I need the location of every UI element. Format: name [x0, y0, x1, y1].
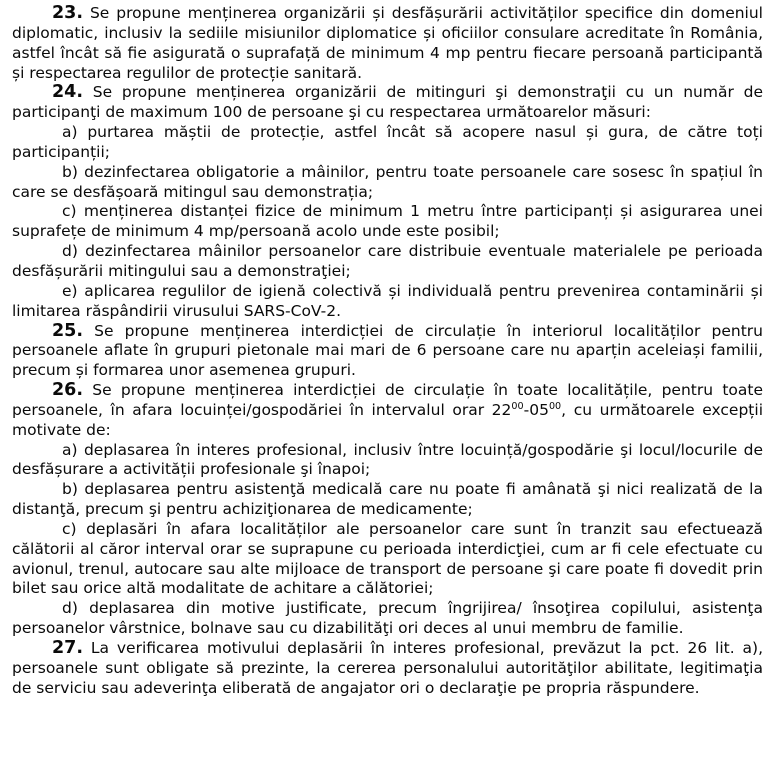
- item-26-d-text: deplasarea din motive justificate, precum îngrijirea/ însoţirea copilului, asistenţa persoanelor vârstnice, bolnave sau cu dizabilităţi ori deces al unui membru de familie.: [12, 599, 763, 638]
- paragraph-26: [12, 381, 763, 441]
- item-26-b-letter: b): [62, 480, 78, 499]
- item-24-b: [12, 163, 763, 203]
- paragraph-27-text: La verificarea motivului deplasării în interes profesional, prevăzut la pct. 26 lit. a), persoanele sunt obligate să prezinte, la cererea personalului autorităţilor abilitate, legitimaţia de serviciu sau adeverinţa eliberată de angajator ori o declaraţie pe propria răspundere.: [12, 639, 763, 697]
- paragraph-26-superscript-1: 00: [511, 400, 524, 412]
- item-24-c-text: menținerea distanței fizice de minimum 1 metru între participanți și asigurarea unei suprafețe de minimum 4 mp/persoană acolo unde este posibil;: [12, 202, 763, 241]
- item-26-d-letter: d): [62, 599, 78, 618]
- paragraph-26-number: 26.: [52, 380, 84, 401]
- paragraph-26-superscript-2: 00: [548, 400, 562, 412]
- item-24-e: [12, 282, 763, 322]
- paragraph-27-number: 27.: [52, 638, 84, 658]
- item-24-c: [12, 202, 763, 242]
- paragraph-26-text-between: -05: [523, 400, 549, 419]
- item-26-d: [12, 599, 763, 639]
- item-24-c-letter: c): [62, 202, 77, 221]
- item-24-d-text: dezinfectarea mâinilor persoanelor care distribuie eventuale materialele pe perioada desfășurării mitingului sau a demonstraţiei;: [12, 242, 763, 280]
- item-26-b: [12, 480, 763, 520]
- paragraph-24-number: 24.: [52, 82, 84, 103]
- item-24-a: [12, 123, 763, 163]
- paragraph-23-text: Se propune menținerea organizării și desfășurării activităților specifice din domeniul diplomatic, inclusiv la sediile misiunilor diplomatice și oficiilor consulare acreditate în România, astfel încât să fie asigurată o suprafață de minimum 4 mp pentru fiecare persoană participantă și respectarea regulilor de protecție sanitară.: [12, 4, 763, 82]
- paragraph-24-text: Se propune menținerea organizării de mitinguri şi demonstraţii cu un număr de participanţi de maximum 100 de persoane şi cu respectarea următoarelor măsuri:: [12, 83, 763, 122]
- paragraph-23-number: 23.: [52, 3, 84, 23]
- item-26-a-letter: a): [62, 440, 78, 459]
- item-24-e-letter: e): [62, 281, 78, 300]
- item-24-d: [12, 242, 763, 282]
- paragraph-26-text-after: , cu următoarele excepții motivate de:: [12, 400, 763, 439]
- paragraph-24: [12, 83, 763, 123]
- paragraph-23: [12, 4, 763, 83]
- item-26-b-text: deplasarea pentru asistenţă medicală care nu poate fi amânată şi nici realizată de la distanţă, precum şi pentru achiziţionarea de medicamente;: [12, 480, 763, 519]
- item-24-d-letter: d): [62, 242, 78, 261]
- item-26-c-letter: c): [62, 519, 77, 538]
- item-26-c: [12, 520, 763, 599]
- item-24-b-text: dezinfectarea obligatorie a mâinilor, pentru toate persoanele care sosesc în spațiul în care se desfășoară mitingul sau demonstrația;: [12, 162, 763, 201]
- item-24-a-text: purtarea măștii de protecție, astfel încât să acopere nasul și gura, de către toți participanții;: [12, 123, 763, 161]
- item-24-b-letter: b): [62, 162, 78, 181]
- item-26-a-text: deplasarea în interes profesional, inclusiv între locuință/gospodărie şi locul/locurile de desfășurare a activității profesionale şi înapoi;: [12, 440, 763, 479]
- item-26-a: [12, 441, 763, 481]
- paragraph-25-text: Se propune menținerea interdicției de circulație în interiorul localităților pentru persoanele aflate în grupuri pietonale mai mari de 6 persoane care nu aparțin aceleiași familii, precum și formarea unor asemenea grupuri.: [12, 321, 763, 380]
- item-24-a-letter: a): [62, 123, 78, 142]
- paragraph-25: [12, 322, 763, 382]
- paragraph-25-number: 25.: [52, 320, 84, 341]
- paragraph-27: [12, 639, 763, 699]
- item-26-c-text: deplasări în afara localităților ale persoanelor care sunt în tranzit sau efectuează călătorii al căror interval orar se suprapune cu perioada interdicţiei, cum ar fi cele efectuate cu avionul, trenul, autocare sau alte mijloace de transport de persoane şi care poate fi dovedit prin bilet sau orice altă modalitate de achitare a călătoriei;: [12, 519, 763, 598]
- paragraph-26-text-before: Se propune menținerea interdicției de circulație în toate localitățile, pentru toate persoanele, în afara locuinței/gospodăriei în intervalul orar 22: [12, 381, 763, 419]
- item-24-e-text: aplicarea regulilor de igienă colectivă și individuală pentru prevenirea contaminării și limitarea răspândirii virusului SARS-CoV-2.: [12, 281, 763, 320]
